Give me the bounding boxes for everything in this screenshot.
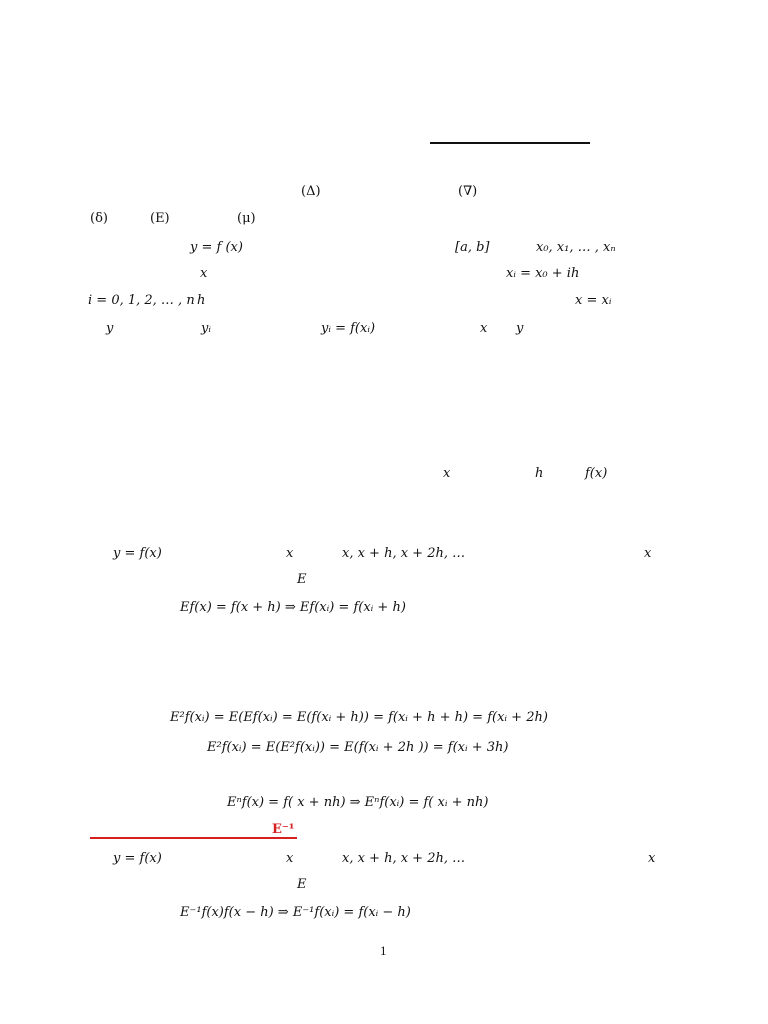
variable-y-2: y <box>516 321 524 336</box>
inverse-variable-x: x <box>286 851 294 866</box>
inverse-sequence: x, x + h, x + 2h, … <box>342 851 466 866</box>
operator-shift: (E) <box>150 211 170 226</box>
inverse-definition: E⁻¹f(x)f(x − h) ⇒ E⁻¹f(xᵢ) = f(xᵢ − h) <box>180 905 411 920</box>
shift-nth-power: Eⁿf(x) = f( x + nh) ⇒ Eⁿf(xᵢ) = f( xᵢ + nh) <box>227 795 489 810</box>
shift-operator-E: E <box>297 572 307 587</box>
point-formula: xᵢ = x₀ + ih <box>506 266 580 281</box>
variable-x: x <box>200 266 208 281</box>
x-equals-xi: x = xᵢ <box>575 293 612 308</box>
inverse-shift-heading: E⁻¹ <box>272 822 295 837</box>
inverse-function: y = f(x) <box>113 851 162 866</box>
function-definition: y = f (x) <box>190 240 243 255</box>
interval-points: x₀, x₁, … , xₙ <box>536 240 616 255</box>
variable-yi: yᵢ <box>201 321 211 336</box>
index-range: i = 0, 1, 2, … , n <box>88 293 195 308</box>
shift-function: y = f(x) <box>113 546 162 561</box>
operator-backward-difference: (∇) <box>458 184 478 199</box>
operator-central-difference: (δ) <box>90 211 108 226</box>
title-underline <box>430 142 590 144</box>
interval: [a, b] <box>455 240 490 255</box>
yi-definition: yᵢ = f(xᵢ) <box>321 321 376 336</box>
operator-average: (μ) <box>237 211 256 226</box>
mid-function: f(x) <box>585 466 608 481</box>
variable-y: y <box>106 321 114 336</box>
shift-sequence: x, x + h, x + 2h, … <box>342 546 466 561</box>
shift-variable-x: x <box>286 546 294 561</box>
inverse-variable-x-right: x <box>648 851 656 866</box>
step-h: h <box>197 293 206 308</box>
shift-squared: E²f(xᵢ) = E(Ef(xᵢ) = E(f(xᵢ + h)) = f(xᵢ + h + h) = f(xᵢ + 2h) <box>170 710 548 725</box>
shift-variable-x-right: x <box>644 546 652 561</box>
shift-cubed: E²f(xᵢ) = E(E²f(xᵢ)) = E(f(xᵢ + 2h )) = f(xᵢ + 3h) <box>207 740 509 755</box>
shift-definition: Ef(x) = f(x + h) ⇒ Ef(xᵢ) = f(xᵢ + h) <box>180 600 406 615</box>
mid-variable-x: x <box>443 466 451 481</box>
operator-forward-difference: (Δ) <box>301 184 321 199</box>
page-number: 1 <box>380 943 387 958</box>
inverse-shift-underline <box>90 837 297 839</box>
mid-step-h: h <box>535 466 544 481</box>
inverse-operator-E: E <box>297 877 307 892</box>
variable-x-2: x <box>480 321 488 336</box>
